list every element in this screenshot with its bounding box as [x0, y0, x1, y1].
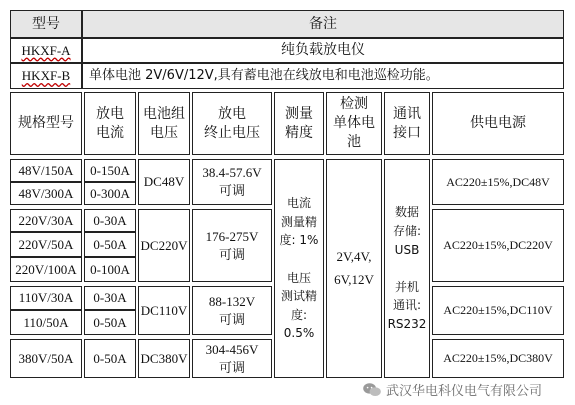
current-0-50a: 0-50A — [84, 232, 136, 257]
model-hkxf-b: HKXF-B — [10, 63, 82, 89]
cutoff-380v: 304-456V 可调 — [192, 339, 272, 378]
model-220v-50a: 220V/50A — [10, 232, 82, 257]
header-remark: 备注 — [82, 10, 564, 38]
measurement-accuracy: 电流 测量精 度: 1% 电压 测试精 度: 0.5% — [274, 159, 324, 378]
model-220v-30a: 220V/30A — [10, 209, 82, 232]
header-model: 型号 — [10, 10, 82, 38]
power-dc110v: AC220±15%,DC110V — [432, 286, 564, 335]
spec-header-cell-detect: 检测 单体电 池 — [326, 92, 382, 155]
model-380v-50a: 380V/50A — [10, 339, 82, 378]
cutoff-48v: 38.4-57.6V 可调 — [192, 159, 272, 205]
current-0-150a: 0-150A — [84, 159, 136, 182]
pack-voltage-dc110v: DC110V — [138, 286, 190, 335]
wechat-logo-icon — [362, 382, 382, 398]
model-110-50a: 110/50A — [10, 310, 82, 335]
model-hkxf-a: HKXF-A — [10, 38, 82, 63]
watermark — [362, 380, 542, 399]
pack-voltage-dc48v: DC48V — [138, 159, 190, 205]
cutoff-220v: 176-275V 可调 — [192, 209, 272, 282]
model-220v-100a: 220V/100A — [10, 257, 82, 282]
spec-header-power: 供电电源 — [432, 92, 564, 155]
model-48v-300a: 48V/300A — [10, 182, 82, 205]
comm-interface: 数据 存储: USB 并机 通讯: RS232 — [384, 159, 430, 378]
current-0-30a-110: 0-30A — [84, 286, 136, 310]
spec-header-comm: 通讯 接口 — [384, 92, 430, 155]
current-0-300a: 0-300A — [84, 182, 136, 205]
spec-header-cutoff: 放电 终止电压 — [192, 92, 272, 155]
pack-voltage-dc380v: DC380V — [138, 339, 190, 378]
model-110v-30a: 110V/30A — [10, 286, 82, 310]
current-0-50a-380: 0-50A — [84, 339, 136, 378]
cell-detect-voltages: 2V,4V, 6V,12V — [326, 159, 382, 378]
cutoff-110v: 88-132V 可调 — [192, 286, 272, 335]
current-0-100a: 0-100A — [84, 257, 136, 282]
model-48v-150a: 48V/150A — [10, 159, 82, 182]
remark-hkxf-a: 纯负载放电仪 — [82, 38, 564, 63]
spec-header-pack-voltage: 电池组 电压 — [138, 92, 190, 155]
spec-header-accuracy: 测量 精度 — [274, 92, 324, 155]
current-0-50a-110: 0-50A — [84, 310, 136, 335]
spec-header-current: 放电 电流 — [84, 92, 136, 155]
current-0-30a: 0-30A — [84, 209, 136, 232]
remark-hkxf-b: 单体电池 2V/6V/12V,具有蓄电池在线放电和电池巡检功能。 — [82, 63, 564, 89]
power-dc380v: AC220±15%,DC380V — [432, 339, 564, 378]
power-dc48v: AC220±15%,DC48V — [432, 159, 564, 205]
spec-header-model: 规格型号 — [10, 92, 82, 155]
pack-voltage-dc220v: DC220V — [138, 209, 190, 282]
power-dc220v: AC220±15%,DC220V — [432, 209, 564, 282]
watermark-text: 武汉华电科仪电气有限公司 — [386, 384, 543, 399]
